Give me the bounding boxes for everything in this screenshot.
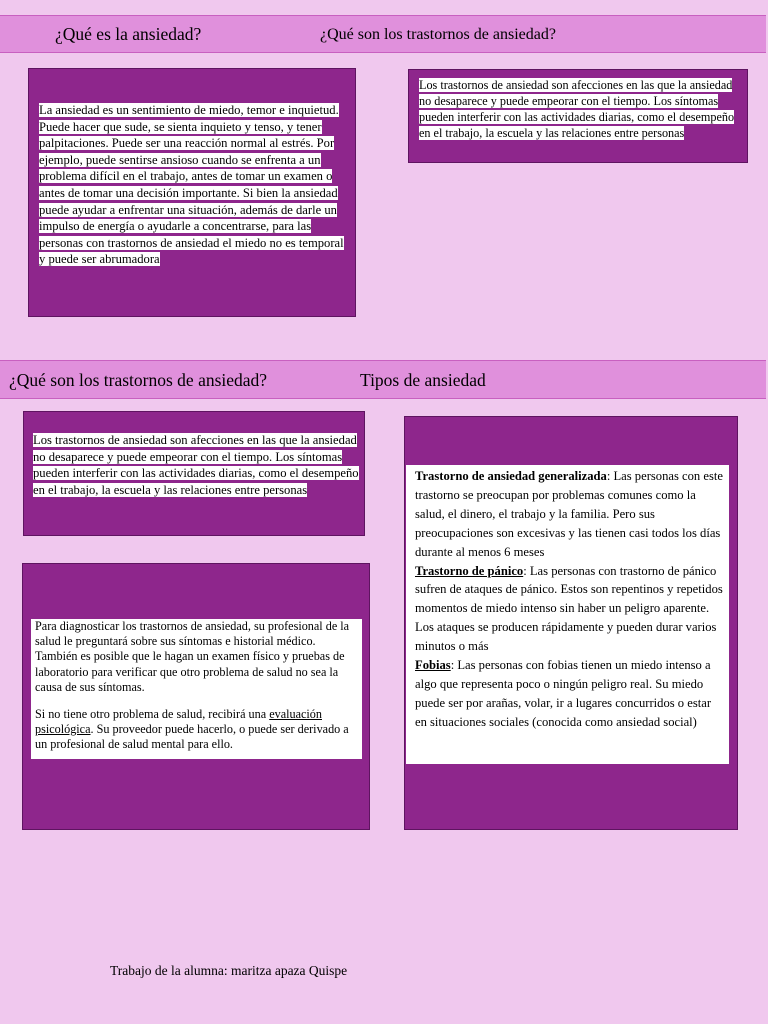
panic-title: Trastorno de pánico [415, 563, 524, 578]
author-credit: Trabajo de la alumna: maritza apaza Quispe [110, 963, 348, 978]
heading-types-of-anxiety: Tipos de ansiedad [360, 370, 486, 390]
panic-entry: Trastorno de pánico: Las personas con trastorno de pánico sufren de ataques de pánico. Estos son repentinos y repetidos momentos de miedo intenso sin haber un peligro aparente. Los ataques se producen rápidamente y pueden durar varios minutos o más [415, 563, 723, 654]
gad-entry: Trastorno de ansiedad generalizada: Las personas con este trastorno se preocupan por problemas comunes como la salud, el dinero, el trabajo y la familia. Pero sus preocupaciones son excesivas y las tienen casi todos los días durante al menos 6 meses [415, 469, 723, 559]
diagnosis-paragraph-1: Para diagnosticar los trastornos de ansiedad, su profesional de la salud le preguntará sobre sus síntomas e historial médico. También es posible que le hagan un examen físico y pruebas de laboratorio para verificar que otro problema de salud no sea la causa de sus síntomas. [35, 619, 350, 694]
psychological-evaluation-link[interactable]: evaluación psicológica [35, 707, 322, 737]
diagnosis-box [22, 563, 370, 830]
disorders-definition-box-top [408, 69, 748, 163]
heading-what-are-disorders: ¿Qué son los trastornos de ansiedad? [320, 26, 556, 43]
what-is-anxiety-text: La ansiedad es un sentimiento de miedo, temor e inquietud. Puede hacer que sude, se sienta inquieto y tenso, y tener palpitaciones. Puede ser una reacción normal al estrés. Por ejemplo, puede sentirse ansioso cuando se enfrenta a un problema difícil en el trabajo, antes de tomar un examen o antes de tomar una decisión importante. Si bien la ansiedad puede ayudar a enfrentar una situación, además de darle un impulso de energía o ayudarle a concentrarse, para las personas con trastornos de ansiedad el miedo no es temporal y puede ser abrumadora [39, 103, 344, 267]
gad-title: Trastorno de ansiedad generalizada [415, 469, 607, 483]
heading-what-is-anxiety: ¿Qué es la ansiedad? [55, 24, 202, 44]
heading-what-are-disorders-2: ¿Qué son los trastornos de ansiedad? [9, 370, 268, 390]
disorders-definition-text-top: Los trastornos de ansiedad son afecciones en las que la ansiedad no desaparece y puede empeorar con el tiempo. Los síntomas pueden interferir con las actividades diarias, como el desempeño en el trabajo, la escuela y las relaciones entre personas [419, 78, 735, 140]
types-panel [406, 465, 729, 764]
disorders-definition-text-mid: Los trastornos de ansiedad son afecciones en las que la ansiedad no desaparece y puede empeorar con el tiempo. Los síntomas pueden interferir con las actividades diarias, como el desempeño en el trabajo, la escuela y las relaciones entre personas [33, 433, 359, 497]
phobia-title: Fobias [415, 658, 451, 673]
phobia-entry: Fobias: Las personas con fobias tienen un miedo intenso a algo que representa poco o ningún peligro real. Su miedo puede ser por arañas, volar, ir a lugares concurridos o estar en situaciones sociales (conocida como ansiedad social) [415, 658, 712, 729]
diagnosis-paragraph-2: Si no tiene otro problema de salud, recibirá una evaluación psicológica. Su proveedor puede hacerlo, o puede ser derivado a un profesional de salud mental para ello. [35, 707, 349, 752]
types-of-anxiety-box [404, 416, 738, 830]
disorders-definition-box-mid [23, 411, 365, 536]
diagnosis-panel [31, 619, 362, 759]
what-is-anxiety-box [28, 68, 356, 317]
